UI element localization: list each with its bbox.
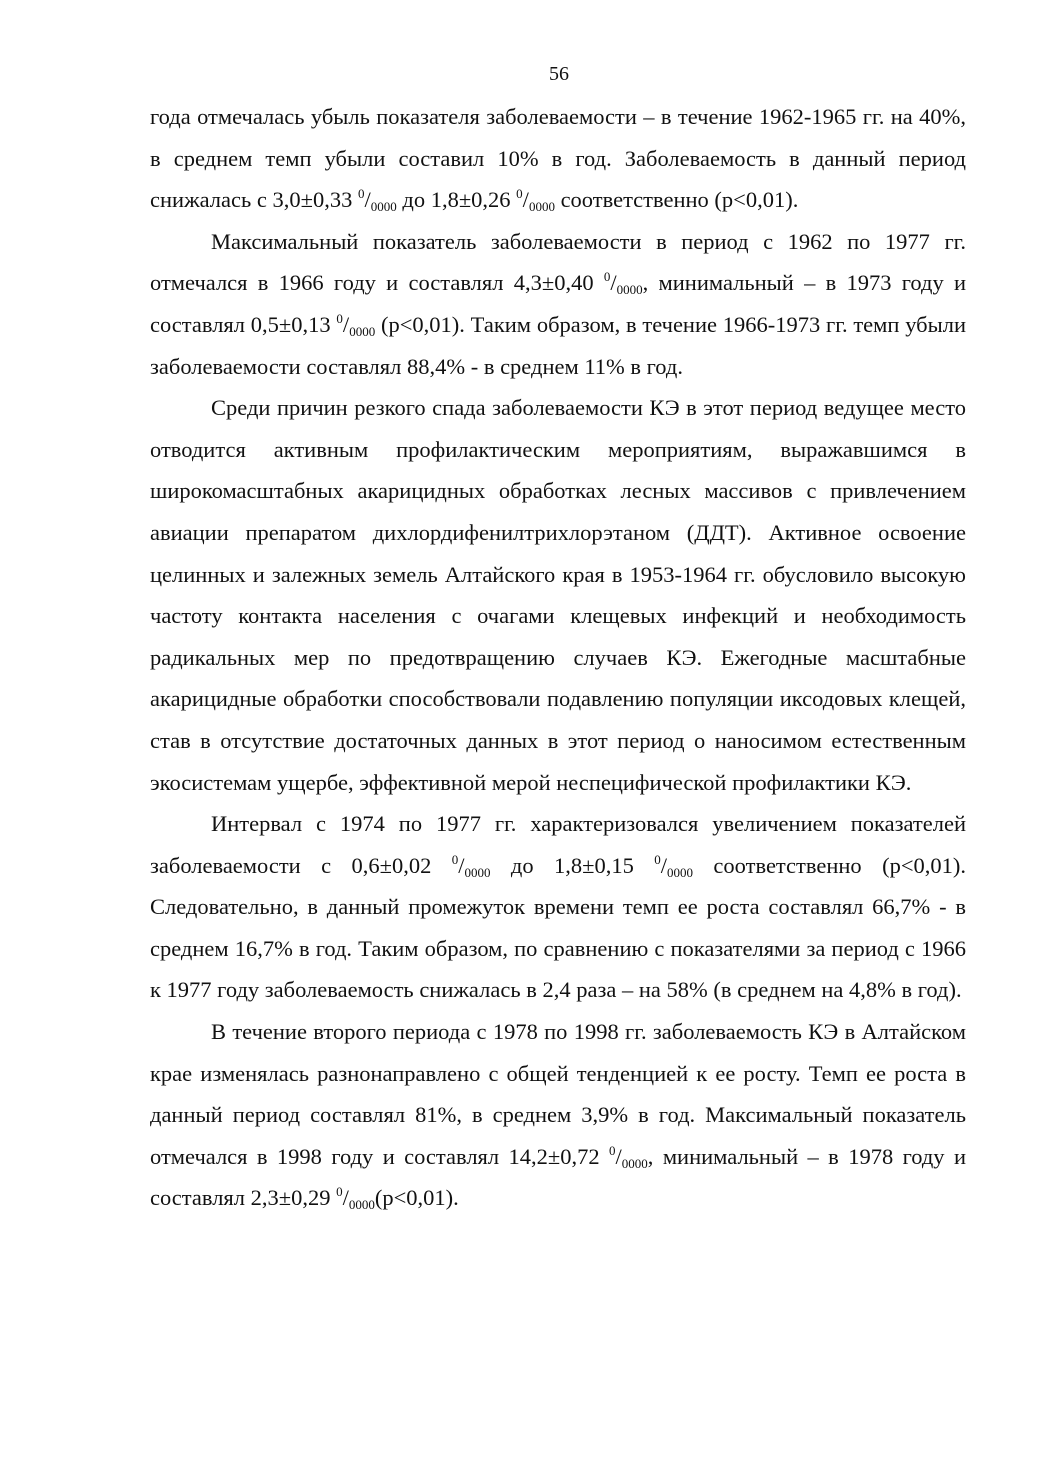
paragraph-2: Максимальный показатель заболеваемости в период с 1962 по 1977 гг. отмечался в 1966 году и составлял 4,3±0,40 $^0/_{0000}$, минимальный – в 1973 году и составлял 0,5±0,13 $^0/_{0000}$ (р<0,01). Таким образом, в течение 1966-1973 гг. темп убыли заболеваемости составлял 88,4% - в среднем 11% в год.	[150, 228, 967, 379]
paragraph-4-text-c: соответственно (р<0,01). Следовательно, в данный промежуток времени темп ее роста составлял 66,7% - в среднем 16,7% в год. Таким образом, по сравнению с показателями за период с 1966 к 1977 году заболеваемость снижалась в 2,4 раза – на 58% (в среднем на 4,8% в год).	[150, 852, 966, 1003]
paragraph-2-text-b: , минимальный – в 1973 году и составлял 0,5±0,13	[150, 270, 967, 337]
paragraph-3: Среди причин резкого спада заболеваемости КЭ в этот период ведущее место отводится активным профилактическим мероприятиям, выражавшимся в широкомасштабных акарицидных обработках лесных массивов с привлечением авиации препаратом дихлордифенилтрихлорэтаном (ДДТ). Активное освоение целинных и залежных земель Алтайского края в 1953-1964 гг. обусловило высокую частоту контакта населения с очагами клещевых инфекций и необходимость радикальных мер по предотвращению случаев КЭ. Ежегодные масштабные акарицидные обработки способствовали подавлению популяции иксодовых клещей, став в отсутствие достаточных данных в этот период о наносимом естественным экосистемам ущербе, эффективной мерой неспецифической профилактики КЭ.	[150, 395, 966, 795]
paragraph-4: Интервал с 1974 по 1977 гг. характеризовался увеличением показателей заболеваемости с 0,6±0,02 $^0/_{0000}$ до 1,8±0,15 $^0/_{0000}$ соответственно (р<0,01). Следовательно, в данный промежуток времени темп ее роста составлял 66,7% - в среднем 16,7% в год. Таким образом, по сравнению с показателями за период с 1966 к 1977 году заболеваемость снижалась в 2,4 раза – на 58% (в среднем на 4,8% в год).	[150, 811, 966, 1003]
unit-subscript: 0000	[349, 323, 376, 339]
unit-superscript: 0	[516, 186, 523, 202]
paragraph-5-text-b: , минимальный – в 1978 году и составлял 2,3±0,29	[150, 1143, 966, 1211]
paragraph-2-text-a: Максимальный показатель заболеваемости в период с 1962 по 1977 гг. отмечался в 1966 году и составлял 4,3±0,40	[150, 228, 966, 296]
page-number: 56	[549, 63, 569, 85]
paragraph-1: года отмечалась убыль показателя заболеваемости – в течение 1962-1965 гг. на 40%, в среднем темп убыли составил 10% в год. Заболеваемость в данный период снижалась с 3,0±0,33 $^0/_{0000}$ до 1,8±0,26 $^0/_{0000}$ соответственно (р<0,01).	[150, 104, 966, 215]
unit-superscript: 0	[654, 851, 661, 867]
unit-subscript: 0000	[528, 199, 555, 215]
paragraph-4-text-b: до 1,8±0,15	[490, 852, 655, 878]
unit-subscript: 0000	[616, 282, 643, 298]
unit-subscript: 0000	[621, 1155, 648, 1171]
paragraph-5-text-c: (р<0,01).	[374, 1185, 459, 1211]
unit-superscript: 0	[357, 186, 365, 202]
unit-subscript: 0000	[667, 864, 694, 880]
paragraph-5-text-a: В течение второго периода с 1978 по 1998 гг. заболеваемость КЭ в Алтайском крае изменялась разнонаправлено с общей тенденцией к ее росту. Темп ее роста в данный период составлял 81%, в среднем 3,9% в год. Максимальный показатель отмечался в 1998 году и составлял 14,2±0,72	[150, 1019, 966, 1169]
unit-superscript: 0	[336, 310, 343, 326]
body-text	[150, 96, 966, 1219]
paragraph-1-text-b: до 1,8±0,26	[402, 187, 517, 213]
paragraph-4-text-a: Интервал с 1974 по 1977 гг. характеризовался увеличением показателей заболеваемости с 0,6±0,02	[150, 811, 966, 878]
paragraph-1-text-c: соответственно (р<0,01).	[554, 187, 799, 213]
paragraph-1-text-a: года отмечалась убыль показателя заболеваемости – в течение 1962-1965 гг. на 40%, в среднем темп убыли составил 10% в год. Заболеваемость в данный период снижалась с 3,0±0,33	[150, 104, 966, 213]
unit-subscript: 0000	[370, 199, 397, 215]
paragraph-5: В течение второго периода с 1978 по 1998 гг. заболеваемость КЭ в Алтайском крае изменялась разнонаправлено с общей тенденцией к ее росту. Темп ее роста в данный период составлял 81%, в среднем 3,9% в год. Максимальный показатель отмечался в 1998 году и составлял 14,2±0,72 $^0/_{0000}$, минимальный – в 1978 году и составлял 2,3±0,29 $^0/_{0000}(р<0,01)$.	[150, 1019, 966, 1213]
unit-superscript: 0	[336, 1184, 343, 1200]
unit-superscript: 0	[603, 269, 611, 285]
unit-subscript: 0000	[348, 1197, 375, 1213]
paragraph-2-text-c: (р<0,01). Таким образом, в течение 1966-1973 гг. темп убыли заболеваемости составлял 88,4% - в среднем 11% в год.	[150, 311, 967, 379]
unit-superscript: 0	[451, 851, 459, 867]
unit-superscript: 0	[609, 1142, 616, 1158]
unit-subscript: 0000	[464, 864, 491, 880]
